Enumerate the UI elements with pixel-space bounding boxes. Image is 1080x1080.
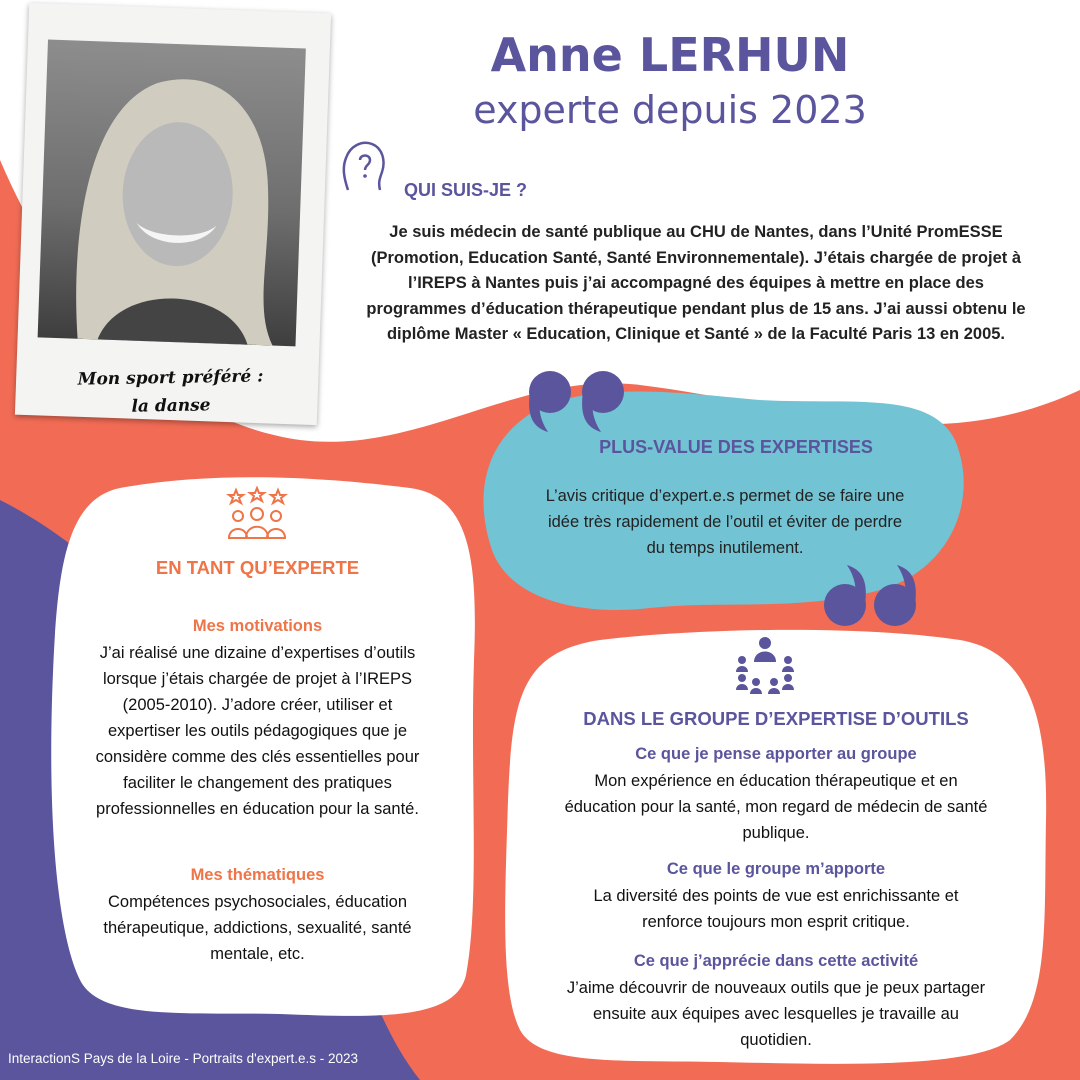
qui-suis-je-title: QUI SUIS-JE ? xyxy=(404,180,528,200)
groupe-line: La diversité des points de vue est enrichissante et xyxy=(593,887,959,905)
motivations-line: faciliter le changement des pratiques xyxy=(123,774,392,792)
groupe-line: ensuite aux équipes avec lesquelles je travaille au xyxy=(593,1005,959,1023)
intro-line: (Promotion, Education Santé, Santé Environnementale). J’étais chargée de projet à xyxy=(370,248,1022,267)
portrait-photo xyxy=(38,40,306,347)
plus-value-line: du temps inutilement. xyxy=(646,539,804,557)
caption-line-1: Mon sport préféré : xyxy=(77,366,264,390)
motivations-text xyxy=(60,640,455,822)
plus-value-line: idée très rapidement de l’outil et éviter de perdre xyxy=(547,513,903,531)
groupe-line: publique. xyxy=(742,824,810,842)
thematiques-title: Mes thématiques xyxy=(190,866,325,884)
head-question-icon xyxy=(340,138,388,198)
groupe-line: J’aime découvrir de nouveaux outils que je peux partager xyxy=(566,979,986,997)
intro-line: l’IREPS à Nantes puis j’ai accompagné des équipes à mettre en place des xyxy=(408,274,984,292)
groupe-title: DANS LE GROUPE D’EXPERTISE D’OUTILS xyxy=(583,708,969,729)
footer-credit: InteractionS Pays de la Loire - Portraits d'expert.e.s - 2023 xyxy=(8,1051,359,1066)
team-meeting-icon xyxy=(734,636,796,696)
groupe-section-text xyxy=(520,768,1032,846)
caption-line-2: la danse xyxy=(131,395,211,417)
groupe-line: éducation pour la santé, mon regard de médecin de santé xyxy=(564,798,988,816)
plus-value-text xyxy=(505,483,945,561)
intro-line: programmes d’éducation thérapeutique pendant plus de 15 ans. J’ai aussi obtenu le xyxy=(366,299,1026,318)
plus-value-title: PLUS-VALUE DES EXPERTISES xyxy=(599,437,873,457)
group-stars-icon xyxy=(226,486,288,542)
intro-line: Je suis médecin de santé publique au CHU de Nantes, dans l’Unité PromESSE xyxy=(389,223,1003,241)
motivations-title: Mes motivations xyxy=(192,617,323,635)
expert-name: Anne LERHUN xyxy=(490,28,850,82)
groupe-line: quotidien. xyxy=(740,1031,812,1049)
polaroid-frame xyxy=(15,3,331,425)
groupe-line: renforce toujours mon esprit critique. xyxy=(642,913,910,931)
groupe-section-title: Ce que le groupe m’apporte xyxy=(666,860,886,878)
thematiques-line: mentale, etc. xyxy=(210,945,305,963)
groupe-section-title: Ce que je pense apporter au groupe xyxy=(635,745,917,763)
en-tant-qu-experte-title: EN TANT QU’EXPERTE xyxy=(155,557,360,578)
groupe-line: Mon expérience en éducation thérapeutique et en xyxy=(594,772,958,790)
expert-since: experte depuis 2023 xyxy=(473,88,867,132)
motivations-line: expertiser les outils pédagogiques que je xyxy=(107,722,408,740)
motivations-line: lorsque j’étais chargée de projet à l’IREPS xyxy=(102,670,413,688)
thematiques-line: thérapeutique, addictions, sexualité, santé xyxy=(103,919,412,937)
groupe-section-title: Ce que j’apprécie dans cette activité xyxy=(633,952,919,970)
thematiques-line: Compétences psychosociales, éducation xyxy=(107,893,407,911)
motivations-line: (2005-2010). J’adore créer, utiliser et xyxy=(122,696,393,714)
motivations-line: considère comme des clés essentielles pour xyxy=(95,748,420,766)
qui-suis-je-text xyxy=(320,220,1072,348)
photo-caption xyxy=(55,362,286,422)
groupe-section-text xyxy=(520,883,1032,935)
groupe-section-text xyxy=(520,975,1032,1053)
motivations-line: J’ai réalisé une dizaine d’expertises d’outils xyxy=(99,644,416,662)
intro-line: diplôme Master « Education, Clinique et Santé » de la Faculté Paris 13 en 2005. xyxy=(386,325,1006,343)
motivations-line: professionnelles en éducation pour la santé. xyxy=(96,800,419,818)
thematiques-text xyxy=(60,889,455,967)
plus-value-line: L’avis critique d’expert.e.s permet de se faire une xyxy=(545,487,905,505)
